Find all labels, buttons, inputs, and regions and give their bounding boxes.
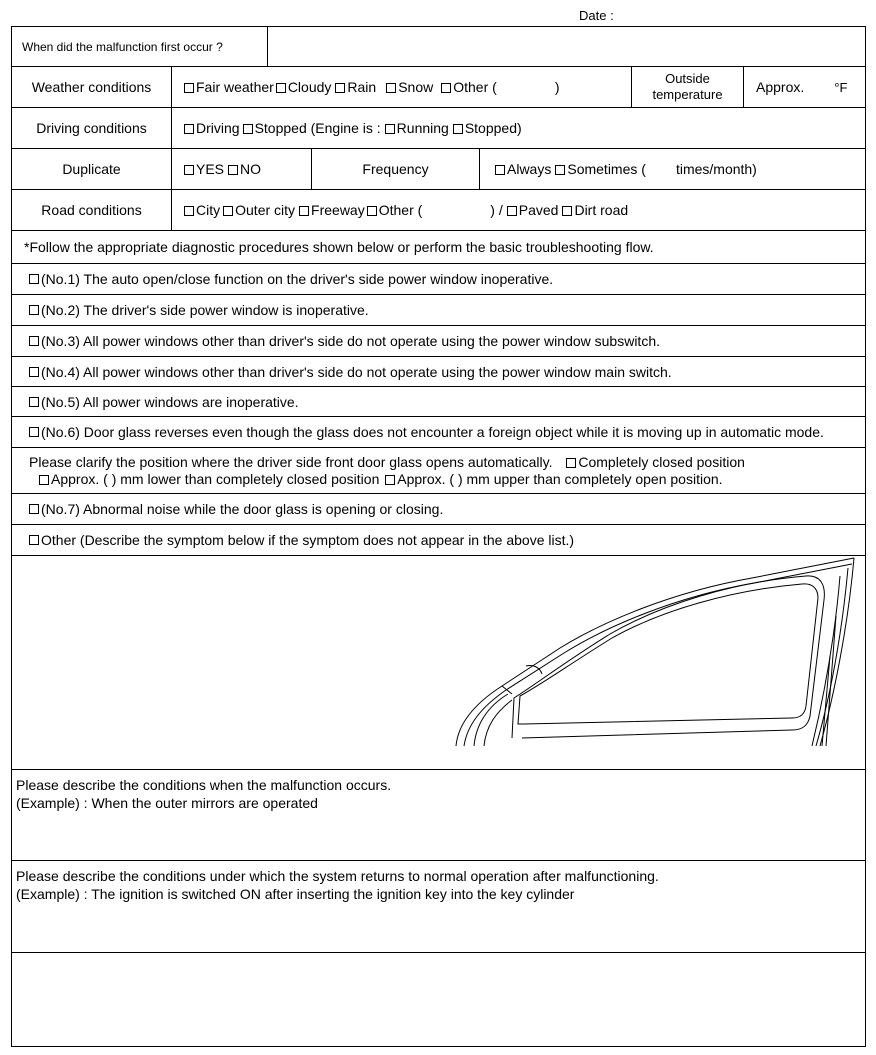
weather-options bbox=[171, 67, 631, 107]
checkbox-icon[interactable] bbox=[385, 124, 395, 134]
duplicate-options bbox=[171, 149, 311, 189]
checkbox-icon[interactable] bbox=[29, 504, 39, 514]
driving-label: Driving conditions bbox=[36, 120, 147, 136]
checkbox-icon[interactable] bbox=[39, 475, 49, 485]
checkbox-icon[interactable] bbox=[184, 206, 194, 216]
checkbox-icon[interactable] bbox=[562, 206, 572, 216]
engine-running-option[interactable]: Running bbox=[385, 120, 449, 136]
weather-other-close: ) bbox=[554, 79, 560, 95]
checkbox-icon[interactable] bbox=[223, 206, 233, 216]
date-label: Date : bbox=[579, 8, 614, 23]
symptom-no6[interactable]: (No.6) Door glass reverses even though the glass does not encounter a foreign object while it is moving up in automatic mode. bbox=[12, 417, 865, 448]
checkbox-icon[interactable] bbox=[184, 83, 194, 93]
weather-rain-option[interactable]: Rain bbox=[335, 79, 376, 95]
weather-other-option[interactable]: Other ( bbox=[441, 79, 497, 95]
symptom-no7[interactable]: (No.7) Abnormal noise while the door glass is opening or closing. bbox=[12, 494, 865, 525]
frequency-always-option[interactable]: Always bbox=[495, 161, 551, 177]
driving-row bbox=[12, 108, 865, 149]
checkbox-icon[interactable] bbox=[29, 535, 39, 545]
approx-upper-option[interactable]: Approx. ( ) mm upper than completely open position. bbox=[385, 471, 722, 487]
completely-closed-option[interactable]: Completely closed position bbox=[566, 454, 745, 470]
checkbox-icon[interactable] bbox=[29, 274, 39, 284]
checkbox-icon[interactable] bbox=[184, 124, 194, 134]
returns-prompt: Please describe the conditions under which the system returns to normal operation after malfunctioning. bbox=[16, 868, 659, 884]
symptom-no5[interactable]: (No.5) All power windows are inoperative. bbox=[12, 387, 865, 417]
checkbox-icon[interactable] bbox=[276, 83, 286, 93]
conditions-description[interactable] bbox=[12, 770, 865, 861]
road-freeway-option[interactable]: Freeway bbox=[299, 202, 365, 218]
clarify-text: Please clarify the position where the driver side front door glass opens automatically. bbox=[29, 454, 553, 470]
fahrenheit-unit: °F bbox=[834, 79, 848, 95]
weather-label: Weather conditions bbox=[31, 79, 152, 95]
outside-temp-label: Outside temperature bbox=[631, 67, 743, 107]
driving-options bbox=[171, 108, 865, 148]
times-per-month-label: times/month) bbox=[675, 161, 757, 177]
checkbox-icon[interactable] bbox=[507, 206, 517, 216]
frequency-sometimes-option[interactable]: Sometimes ( bbox=[555, 161, 646, 177]
checkbox-icon[interactable] bbox=[495, 165, 505, 175]
conditions-prompt: Please describe the conditions when the malfunction occurs. bbox=[16, 777, 392, 793]
instructions-text: *Follow the appropriate diagnostic procedures shown below or perform the basic troubleshooting flow. bbox=[12, 231, 865, 264]
frequency-options bbox=[479, 149, 865, 189]
road-row bbox=[12, 190, 865, 231]
checkbox-icon[interactable] bbox=[29, 397, 39, 407]
road-options bbox=[171, 190, 865, 230]
checkbox-icon[interactable] bbox=[228, 165, 238, 175]
checkbox-icon[interactable] bbox=[367, 206, 377, 216]
first-occur-label: When did the malfunction first occur ? bbox=[22, 39, 223, 54]
road-label: Road conditions bbox=[41, 202, 142, 218]
checkbox-icon[interactable] bbox=[243, 124, 253, 134]
checkbox-icon[interactable] bbox=[555, 165, 565, 175]
symptom-no2[interactable]: (No.2) The driver's side power window is inoperative. bbox=[12, 295, 865, 326]
road-other-option[interactable]: Other ( bbox=[367, 202, 423, 218]
symptom-other[interactable]: Other (Describe the symptom below if the symptom does not appear in the above list.) bbox=[12, 525, 865, 556]
approx-lower-option[interactable]: Approx. ( ) mm lower than completely closed position bbox=[39, 471, 379, 487]
checkbox-icon[interactable] bbox=[184, 165, 194, 175]
checkbox-icon[interactable] bbox=[386, 83, 396, 93]
door-glass-illustration bbox=[12, 556, 865, 770]
stopped-option[interactable]: Stopped (Engine is : bbox=[243, 120, 381, 136]
outside-temp-field[interactable] bbox=[743, 67, 865, 107]
checkbox-icon[interactable] bbox=[566, 458, 576, 468]
first-occur-field[interactable] bbox=[267, 27, 865, 66]
weather-row bbox=[12, 67, 865, 108]
first-occur-row bbox=[12, 27, 865, 67]
checkbox-icon[interactable] bbox=[29, 336, 39, 346]
weather-fair-option[interactable]: Fair weather bbox=[184, 79, 274, 95]
returns-description[interactable] bbox=[12, 861, 865, 953]
duplicate-no-option[interactable]: NO bbox=[228, 161, 261, 177]
checkbox-icon[interactable] bbox=[299, 206, 309, 216]
checkbox-icon[interactable] bbox=[29, 427, 39, 437]
checkbox-icon[interactable] bbox=[335, 83, 345, 93]
duplicate-yes-option[interactable]: YES bbox=[184, 161, 224, 177]
weather-cloudy-option[interactable]: Cloudy bbox=[276, 79, 332, 95]
checkbox-icon[interactable] bbox=[29, 305, 39, 315]
road-city-option[interactable]: City bbox=[184, 202, 220, 218]
notes-field[interactable] bbox=[12, 953, 865, 1046]
returns-example: (Example) : The ignition is switched ON after inserting the ignition key into the key cylinder bbox=[16, 886, 575, 902]
symptom-no4[interactable]: (No.4) All power windows other than driver's side do not operate using the power window main switch. bbox=[12, 357, 865, 387]
conditions-example: (Example) : When the outer mirrors are operated bbox=[16, 795, 318, 811]
checkbox-icon[interactable] bbox=[29, 367, 39, 377]
door-sketch-area[interactable] bbox=[12, 556, 865, 770]
clarify-position bbox=[12, 448, 865, 494]
duplicate-label: Duplicate bbox=[62, 161, 121, 177]
weather-snow-option[interactable]: Snow bbox=[386, 79, 433, 95]
driving-option[interactable]: Driving bbox=[184, 120, 240, 136]
checkbox-icon[interactable] bbox=[441, 83, 451, 93]
road-dirt-option[interactable]: Dirt road bbox=[562, 202, 628, 218]
road-outer-city-option[interactable]: Outer city bbox=[223, 202, 295, 218]
malfunction-questionnaire bbox=[11, 26, 866, 1047]
checkbox-icon[interactable] bbox=[453, 124, 463, 134]
symptom-no1[interactable]: (No.1) The auto open/close function on the driver's side power window inoperative. bbox=[12, 264, 865, 295]
checkbox-icon[interactable] bbox=[385, 475, 395, 485]
symptom-no3[interactable]: (No.3) All power windows other than driver's side do not operate using the power window subswitch. bbox=[12, 326, 865, 357]
frequency-label: Frequency bbox=[311, 149, 479, 189]
engine-stopped-option[interactable]: Stopped) bbox=[453, 120, 522, 136]
duplicate-row bbox=[12, 149, 865, 190]
approx-label: Approx. bbox=[756, 79, 805, 95]
road-other-close: ) / bbox=[490, 202, 503, 218]
road-paved-option[interactable]: Paved bbox=[507, 202, 559, 218]
